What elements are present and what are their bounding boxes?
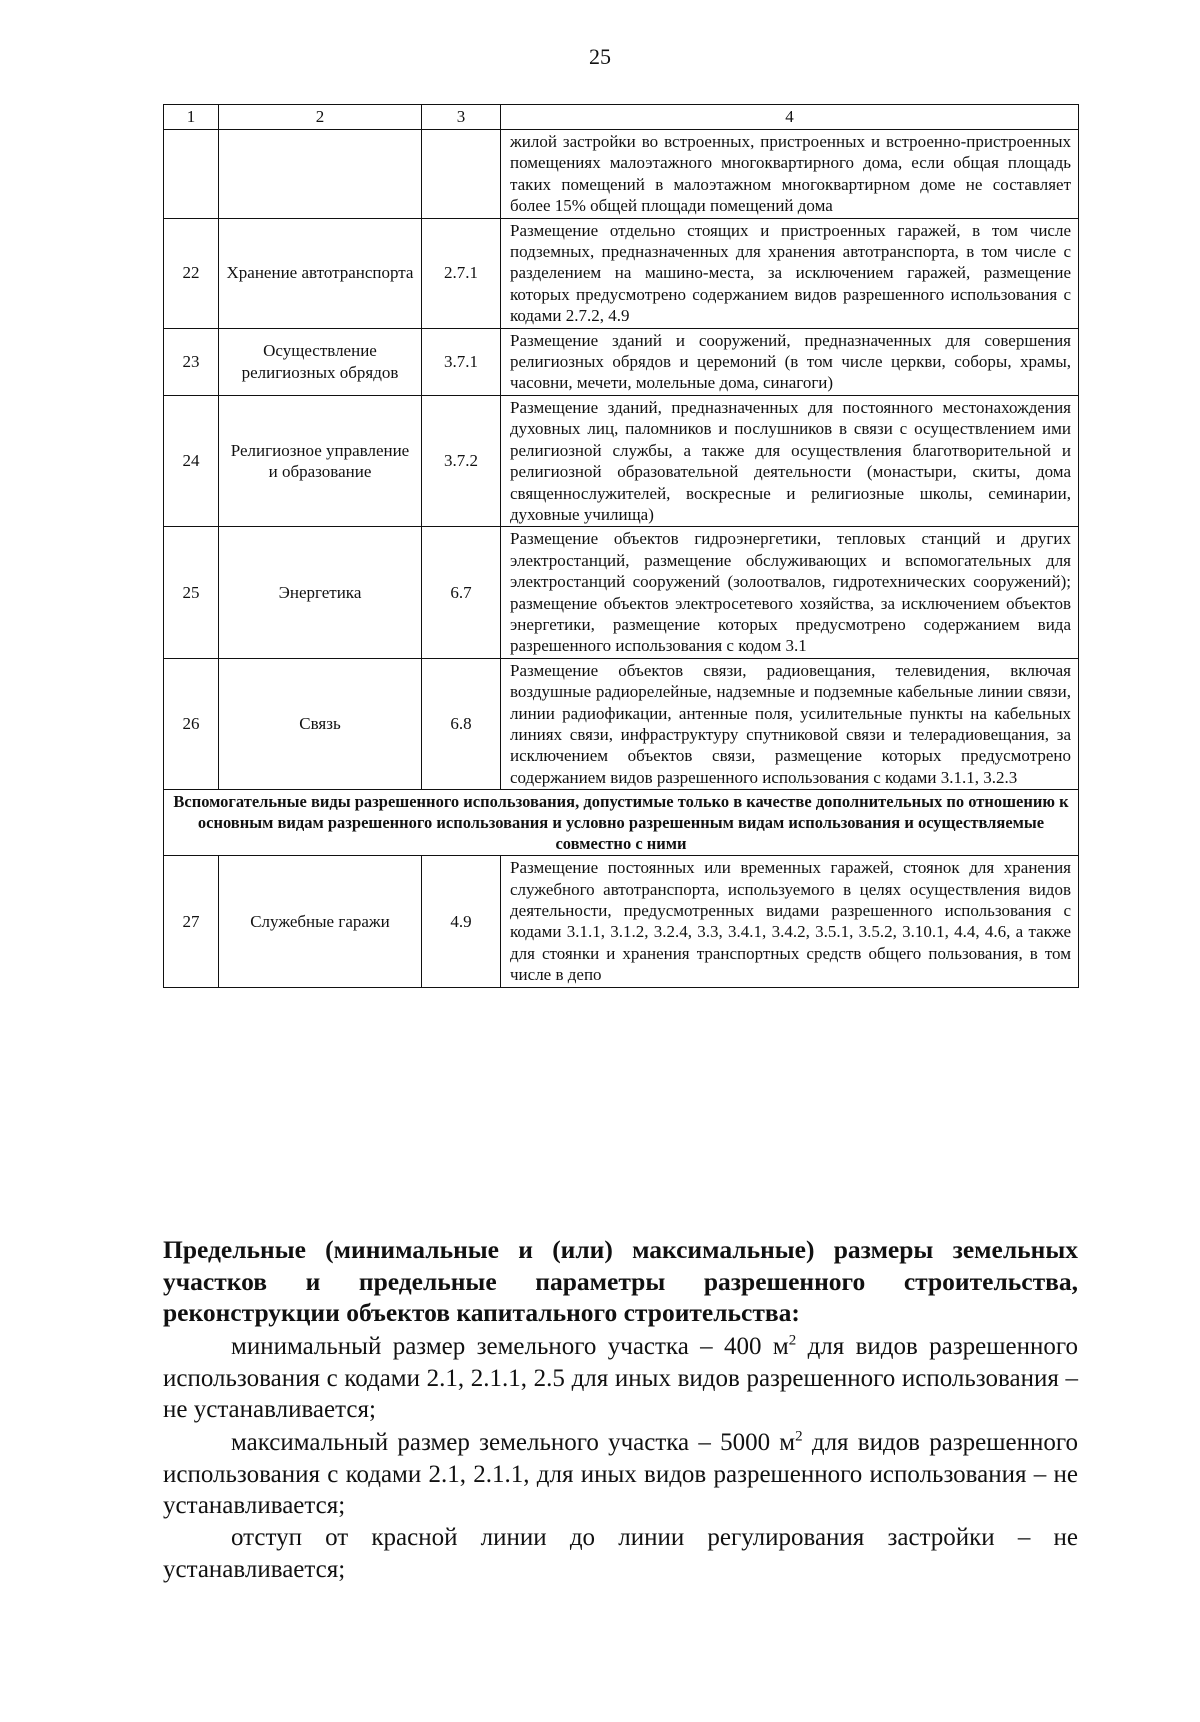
min-plot-size-paragraph bbox=[163, 1331, 1078, 1426]
use-code: 6.7 bbox=[422, 527, 501, 658]
use-code: 2.7.1 bbox=[422, 218, 501, 328]
text-segment: для видов разрешенного использования с кодами 2.1, 2.1.1, для иных видов разрешенного использования – не устанавливается; bbox=[163, 1429, 1078, 1519]
table-row bbox=[164, 218, 1079, 328]
use-code: 3.7.1 bbox=[422, 328, 501, 395]
header-cell: 3 bbox=[422, 105, 501, 130]
use-name: Осуществление религиозных обрядов bbox=[219, 328, 422, 395]
row-number: 23 bbox=[164, 328, 219, 395]
row-number: 25 bbox=[164, 527, 219, 658]
table-row bbox=[164, 527, 1079, 658]
use-name: Связь bbox=[219, 658, 422, 789]
use-description: жилой застройки во встроенных, пристроенных и встроенно-пристроенных помещениях малоэтажного многоквартирного дома, если общая площадь таких помещений в малоэтажном многоквартирном доме не составляет более 15% общей площади помещений дома bbox=[501, 130, 1079, 219]
setback-paragraph: отступ от красной линии до линии регулирования застройки – не устанавливается; bbox=[163, 1524, 1078, 1583]
use-name: Религиозное управление и образование bbox=[219, 395, 422, 526]
use-code: 6.8 bbox=[422, 658, 501, 789]
use-description: Размещение объектов связи, радиовещания, телевидения, включая воздушные радиорелейные, надземные и подземные кабельные линии связи, линии радиофикации, антенные поля, усилительные пункты на кабельных линиях связи, инфраструктуру спутниковой связи и телерадиовещания, за исключением объектов связи, размещение которых предусмотрено содержанием видов разрешенного использования с кодами 3.1.1, 3.2.3 bbox=[501, 658, 1079, 789]
use-name: Энергетика bbox=[219, 527, 422, 658]
superscript: 2 bbox=[788, 1332, 797, 1349]
use-description: Размещение зданий и сооружений, предназначенных для совершения религиозных обрядов и церемоний (в том числе церкви, соборы, храмы, часовни, мечети, молельные дома, синагоги) bbox=[501, 328, 1079, 395]
header-cell: 1 bbox=[164, 105, 219, 130]
section-heading: Предельные (минимальные и (или) максимальные) размеры земельных участков и предельные параметры разрешенного строительства, реконструкции объектов капитального строительства: bbox=[163, 1235, 1078, 1327]
header-cell: 4 bbox=[501, 105, 1079, 130]
use-code bbox=[422, 130, 501, 219]
table-row bbox=[164, 856, 1079, 987]
table-header-row bbox=[164, 105, 1079, 130]
row-number: 27 bbox=[164, 856, 219, 987]
use-code: 4.9 bbox=[422, 856, 501, 987]
row-number bbox=[164, 130, 219, 219]
table-row bbox=[164, 328, 1079, 395]
aux-heading: Вспомогательные виды разрешенного использования, допустимые только в качестве дополнительных по отношению к основным видам разрешенного использования и условно разрешенным видам использования и осуществляемые совместно с ними bbox=[164, 790, 1079, 856]
page-number: 25 bbox=[589, 44, 611, 69]
superscript: 2 bbox=[795, 1428, 803, 1445]
use-name bbox=[219, 130, 422, 219]
header-cell: 2 bbox=[219, 105, 422, 130]
use-description: Размещение объектов гидроэнергетики, тепловых станций и других электростанций, размещение обслуживающих и вспомогательных для электростанций сооружений (золоотвалов, гидротехнических сооружений); размещение объектов электросетевого хозяйства, за исключением объектов энергетики, размещение которых предусмотрено содержанием вида разрешенного использования с кодом 3.1 bbox=[501, 527, 1079, 658]
use-name: Хранение автотранспорта bbox=[219, 218, 422, 328]
row-number: 22 bbox=[164, 218, 219, 328]
text-segment: для видов разрешенного использования с кодами 2.1, 2.1.1, 2.5 для иных видов разрешенного использования – не устанавливается; bbox=[163, 1333, 1078, 1423]
use-description: Размещение постоянных или временных гаражей, стоянок для хранения служебного автотранспорта, используемого в целях осуществления видов деятельности, предусмотренных видами разрешенного использования с кодами 3.1.1, 3.1.2, 3.2.4, 3.3, 3.4.1, 3.4.2, 3.5.1, 3.5.2, 3.10.1, 4.4, 4.6, а также для стоянки и хранения транспортных средств общего пользования, в том числе в депо bbox=[501, 856, 1079, 987]
row-number: 24 bbox=[164, 395, 219, 526]
use-name: Служебные гаражи bbox=[219, 856, 422, 987]
use-description: Размещение зданий, предназначенных для постоянного местонахождения духовных лиц, паломников и послушников в связи с осуществлением ими религиозной службы, а также для осуществления благотворительной и религиозной образовательной деятельности (монастыри, скиты, дома священнослужителей, воскресные и религиозные школы, семинарии, духовные училища) bbox=[501, 395, 1079, 526]
max-plot-size-paragraph bbox=[163, 1427, 1078, 1522]
table-row bbox=[164, 658, 1079, 789]
use-code: 3.7.2 bbox=[422, 395, 501, 526]
row-number: 26 bbox=[164, 658, 219, 789]
aux-heading-row bbox=[164, 790, 1079, 856]
use-description: Размещение отдельно стоящих и пристроенных гаражей, в том числе подземных, предназначенных для хранения автотранспорта, в том числе с разделением на машино-места, за исключением гаражей, размещение которых предусмотрено содержанием видов разрешенного использования с кодами 2.7.2, 4.9 bbox=[501, 218, 1079, 328]
text-segment: минимальный размер земельного участка – 400 м bbox=[231, 1333, 789, 1360]
land-use-table bbox=[163, 104, 1079, 988]
table-row bbox=[164, 395, 1079, 526]
text-segment: максимальный размер земельного участка – 5000 м bbox=[231, 1429, 796, 1456]
table-row bbox=[164, 130, 1079, 219]
